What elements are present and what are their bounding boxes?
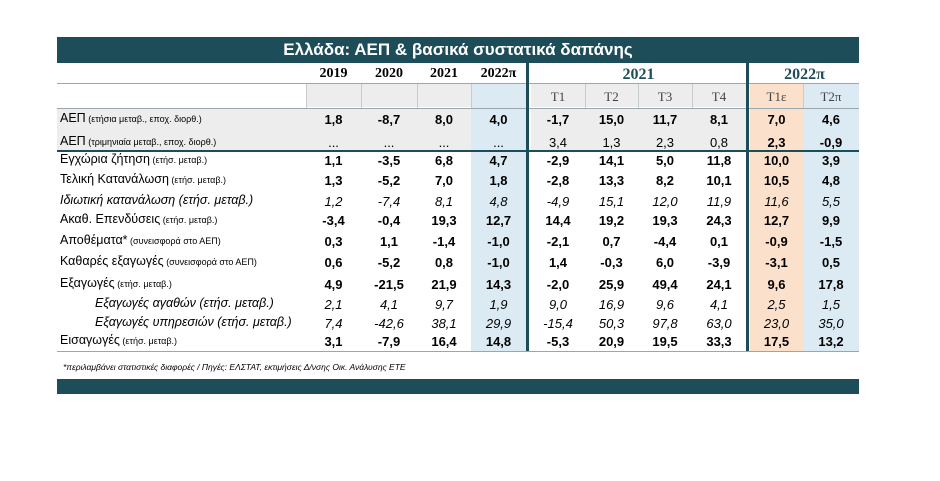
- row-label-text: Ακαθ. Επενδύσεις: [60, 212, 161, 226]
- row-4-value-5: 15,1: [598, 194, 625, 209]
- row-5-value-6: 19,3: [652, 213, 678, 228]
- row-3-value-5: 13,3: [598, 173, 625, 188]
- row-0-value-1: -8,7: [377, 112, 401, 127]
- row-6-value-0: 0,3: [324, 234, 343, 249]
- row-1-value-7: 0,8: [709, 135, 729, 150]
- quarter-header-0: Τ1: [550, 89, 566, 104]
- year-header-2: 2021: [430, 66, 458, 81]
- row-11-value-5: 20,9: [598, 334, 625, 349]
- row-2-value-6: 5,0: [655, 153, 675, 168]
- row-label-note: (ετήσ. μεταβ.): [114, 279, 172, 289]
- row-label-6: [60, 233, 221, 247]
- row-label-text: Ιδιωτική κατανάλωση (ετήσ. μεταβ.): [60, 193, 254, 207]
- row-7-value-3: -1,0: [487, 255, 510, 270]
- row-4-value-9: 5,5: [821, 194, 841, 209]
- col-line-3: [471, 84, 472, 108]
- row-6-value-1: 1,1: [379, 234, 399, 249]
- row-4-value-1: -7,4: [377, 194, 401, 209]
- row-10-value-6: 97,8: [652, 316, 678, 331]
- row-label-text: Εξαγωγές: [60, 276, 115, 290]
- row-2-value-9: 3,9: [821, 153, 841, 168]
- row-4-value-8: 11,6: [764, 194, 789, 209]
- row-0-value-6: 11,7: [652, 112, 678, 127]
- row-6-value-5: 0,7: [602, 234, 621, 249]
- row-10-value-2: 38,1: [431, 316, 457, 331]
- row-8-value-4: -2,0: [546, 277, 570, 292]
- row-3-value-4: -2,8: [546, 173, 570, 188]
- row-1-value-1: ...: [383, 135, 395, 150]
- row-9-value-9: 1,5: [821, 297, 841, 312]
- row-1-value-5: 1,3: [602, 135, 621, 150]
- row-3-value-6: 8,2: [655, 173, 675, 188]
- row-8-value-6: 49,4: [652, 277, 678, 292]
- row-label-note: (τριμηνιαία μεταβ., εποχ. διορθ.): [85, 137, 217, 147]
- row-7-value-6: 6,0: [655, 255, 675, 270]
- col-line-4: [585, 84, 586, 108]
- row-10-value-5: 50,3: [598, 316, 625, 331]
- row-label-1: [60, 134, 216, 148]
- row-7-value-8: -3,1: [765, 255, 788, 270]
- group-header-2022: 2022π: [784, 66, 825, 83]
- quarter-header-1: Τ2: [604, 89, 619, 104]
- row-7-value-1: -5,2: [377, 255, 401, 270]
- row-1-value-8: 2,3: [767, 135, 786, 150]
- row-6-value-7: 0,1: [709, 234, 729, 249]
- col-line-7: [803, 84, 804, 108]
- row-1-value-2: ...: [438, 135, 450, 150]
- row-2-value-8: 10,0: [763, 153, 790, 168]
- row-8-value-7: 24,1: [706, 277, 732, 292]
- row-9-value-0: 2,1: [324, 297, 343, 312]
- row-1-value-3: ...: [493, 135, 504, 150]
- row-label-0: [60, 111, 202, 125]
- row-7-value-0: 0,6: [324, 255, 343, 270]
- row-10-value-8: 23,0: [763, 316, 790, 331]
- row-0-value-9: 4,6: [821, 112, 841, 127]
- col-line-0: [306, 84, 307, 108]
- row-3-value-3: 1,8: [489, 173, 508, 188]
- row-9-value-1: 4,1: [379, 297, 399, 312]
- year-header-0: 2019: [319, 66, 348, 81]
- row-6-value-3: -1,0: [487, 234, 510, 249]
- row-8-value-9: 17,8: [818, 277, 844, 292]
- row-4-value-4: -4,9: [546, 194, 570, 209]
- row-0-value-0: 1,8: [324, 112, 343, 127]
- row-label-7: [60, 254, 257, 268]
- row-label-text: Αποθέματα*: [60, 233, 128, 247]
- row-1-value-4: 3,4: [548, 135, 568, 150]
- row-10-value-0: 7,4: [324, 316, 343, 331]
- year-header-3: 2022π: [480, 66, 517, 81]
- row-4-value-0: 1,2: [324, 194, 343, 209]
- row-9-value-3: 1,9: [489, 297, 508, 312]
- row-4-value-2: 8,1: [434, 194, 454, 209]
- row-3-value-2: 7,0: [434, 173, 454, 188]
- row-label-text: Εξαγωγές αγαθών (ετήσ. μεταβ.): [95, 296, 274, 310]
- row-2-value-0: 1,1: [324, 153, 343, 168]
- row-7-value-7: -3,9: [707, 255, 731, 270]
- row-8-value-0: 4,9: [324, 277, 343, 292]
- row-label-text: Εξαγωγές υπηρεσιών (ετήσ. μεταβ.): [95, 315, 292, 329]
- row-label-text: ΑΕΠ: [60, 134, 86, 148]
- row-label-8: [60, 276, 172, 290]
- row-1-value-0: ...: [328, 135, 339, 150]
- row-10-value-3: 29,9: [485, 316, 512, 331]
- row-label-3: [60, 172, 226, 186]
- row-9-value-2: 9,7: [434, 297, 454, 312]
- row-10-value-7: 63,0: [706, 316, 732, 331]
- row-9-value-4: 9,0: [548, 297, 568, 312]
- row-11-value-1: -7,9: [377, 334, 401, 349]
- hline-0: [57, 83, 859, 84]
- row-2-value-4: -2,9: [546, 153, 570, 168]
- row-6-value-6: -4,4: [653, 234, 677, 249]
- quarter-header-5: Τ2π: [820, 89, 842, 104]
- row-2-value-2: 6,8: [434, 153, 454, 168]
- table-title: Ελλάδα: ΑΕΠ & βασικά συστατικά δαπάνης: [57, 37, 859, 63]
- row-label-9: [95, 296, 274, 310]
- row-label-text: Καθαρές εξαγωγές: [60, 254, 164, 268]
- separator-1: [746, 63, 749, 351]
- row-0-value-2: 8,0: [434, 112, 454, 127]
- row-7-value-4: 1,4: [548, 255, 568, 270]
- table-footnote: *περιλαμβάνει στατιστικές διαφορές / Πηγές: ΕΛΣΤΑΤ, εκτιμήσεις Δ/νσης Οικ. Ανάλυσης ΕΤΕ: [63, 362, 406, 372]
- group-header-2021: 2021: [622, 66, 655, 83]
- row-5-value-2: 19,3: [431, 213, 457, 228]
- row-9-value-5: 16,9: [598, 297, 625, 312]
- year-header-1: 2020: [375, 66, 403, 81]
- row-4-value-3: 4,8: [489, 194, 508, 209]
- row-5-value-4: 14,4: [545, 213, 571, 228]
- row-8-value-5: 25,9: [598, 277, 625, 292]
- label-header-shade: [57, 84, 306, 107]
- hline-3: [57, 351, 859, 352]
- row-2-value-1: -3,5: [377, 153, 401, 168]
- quarter-header-3: Τ4: [711, 89, 727, 104]
- row-9-value-6: 9,6: [655, 297, 675, 312]
- row-5-value-1: -0,4: [377, 213, 401, 228]
- row-3-value-9: 4,8: [821, 173, 841, 188]
- row-4-value-7: 11,9: [706, 194, 732, 209]
- row-label-note: (συνεισφορά στο ΑΕΠ): [127, 236, 221, 246]
- row-8-value-3: 14,3: [485, 277, 512, 292]
- row-3-value-8: 10,5: [763, 173, 790, 188]
- row-5-value-7: 24,3: [706, 213, 732, 228]
- hline-2: [57, 150, 859, 152]
- row-label-note: (συνεισφορά στο ΑΕΠ): [163, 257, 257, 267]
- row-5-value-9: 9,9: [821, 213, 841, 228]
- row-0-value-7: 8,1: [709, 112, 729, 127]
- row-2-value-3: 4,7: [489, 153, 508, 168]
- row-label-text: ΑΕΠ: [60, 111, 86, 125]
- row-11-value-4: -5,3: [546, 334, 570, 349]
- row-10-value-9: 35,0: [818, 316, 844, 331]
- row-11-value-7: 33,3: [706, 334, 732, 349]
- row-label-note: (ετήσ. μεταβ.): [168, 175, 227, 185]
- row-6-value-4: -2,1: [546, 234, 570, 249]
- row-2-value-7: 11,8: [706, 153, 732, 168]
- row-6-value-9: -1,5: [819, 234, 843, 249]
- col-line-5: [638, 84, 639, 108]
- row-5-value-5: 19,2: [598, 213, 625, 228]
- row-6-value-2: -1,4: [432, 234, 456, 249]
- row-0-value-8: 7,0: [767, 112, 786, 127]
- row-7-value-5: -0,3: [600, 255, 623, 270]
- row-6-value-8: -0,9: [765, 234, 788, 249]
- row-2-value-5: 14,1: [598, 153, 625, 168]
- col-line-2: [417, 84, 418, 108]
- row-11-value-3: 14,8: [485, 334, 512, 349]
- col-line-1: [361, 84, 362, 108]
- row-3-value-1: -5,2: [377, 173, 401, 188]
- row-label-4: [60, 193, 253, 207]
- row-4-value-6: 12,0: [652, 194, 678, 209]
- row-8-value-1: -21,5: [374, 277, 404, 292]
- row-1-value-6: 2,3: [655, 135, 675, 150]
- row-8-value-8: 9,6: [767, 277, 786, 292]
- gdp-table: [57, 37, 859, 394]
- row-0-value-5: 15,0: [598, 112, 625, 127]
- quarter-header-4: Τ1ε: [766, 89, 787, 104]
- row-label-text: Εισαγωγές: [60, 333, 120, 347]
- row-label-note: (ετήσ. μεταβ.): [149, 155, 208, 165]
- row-11-value-8: 17,5: [763, 334, 790, 349]
- row-7-value-9: 0,5: [821, 255, 841, 270]
- row-label-note: (ετήσ. μεταβ.): [119, 336, 178, 346]
- row-0-value-3: 4,0: [489, 112, 508, 127]
- row-label-note: (ετήσια μεταβ., εποχ. διορθ.): [85, 114, 202, 124]
- row-label-note: (ετήσ. μεταβ.): [160, 215, 218, 225]
- row-label-5: [60, 212, 217, 226]
- row-3-value-0: 1,3: [324, 173, 343, 188]
- row-10-value-4: -15,4: [543, 316, 573, 331]
- row-8-value-2: 21,9: [431, 277, 457, 292]
- row-label-10: [95, 315, 292, 329]
- quarter-header-2: Τ3: [657, 89, 673, 104]
- separator-0: [526, 63, 529, 351]
- row-10-value-1: -42,6: [374, 316, 404, 331]
- row-5-value-3: 12,7: [485, 213, 512, 228]
- col-line-6: [692, 84, 693, 108]
- row-5-value-0: -3,4: [322, 213, 345, 228]
- row-11-value-9: 13,2: [818, 334, 844, 349]
- hline-1: [57, 108, 859, 109]
- row-11-value-6: 19,5: [652, 334, 678, 349]
- row-9-value-7: 4,1: [709, 297, 729, 312]
- row-label-2: [60, 152, 207, 166]
- row-9-value-8: 2,5: [767, 297, 786, 312]
- row-3-value-7: 10,1: [706, 173, 732, 188]
- row-0-value-4: -1,7: [546, 112, 570, 127]
- row-11-value-2: 16,4: [431, 334, 457, 349]
- row-7-value-2: 0,8: [434, 255, 454, 270]
- row-5-value-8: 12,7: [763, 213, 790, 228]
- row-1-value-9: -0,9: [819, 135, 843, 150]
- row-label-text: Εγχώρια ζήτηση: [60, 152, 150, 166]
- row-label-11: [60, 333, 177, 347]
- row-label-text: Τελική Κατανάλωση: [60, 172, 169, 186]
- bottom-bar: [57, 379, 859, 394]
- row-11-value-0: 3,1: [324, 334, 343, 349]
